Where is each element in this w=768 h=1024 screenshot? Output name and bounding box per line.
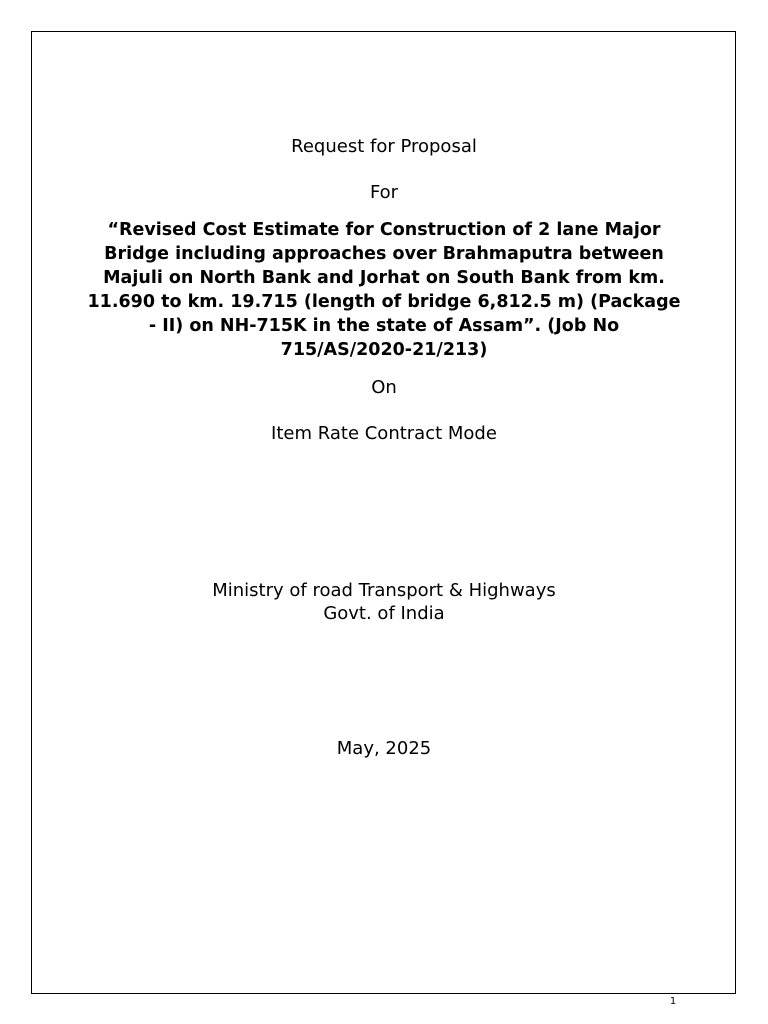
for-label: For xyxy=(369,182,399,203)
project-title xyxy=(84,218,684,362)
page-number: 1 xyxy=(669,996,677,1007)
project-title-line: Majuli on North Bank and Jorhat on South Bank from km. xyxy=(103,268,665,288)
rfp-heading: Request for Proposal xyxy=(291,136,477,157)
page-border xyxy=(31,31,736,994)
government-name: Govt. of India xyxy=(323,603,445,624)
document-date: May, 2025 xyxy=(336,738,432,759)
project-title-line: “Revised Cost Estimate for Construction of 2 lane Major xyxy=(107,220,661,240)
project-title-line: 11.690 to km. 19.715 (length of bridge 6,812.5 m) (Package xyxy=(87,292,681,312)
contract-mode: Item Rate Contract Mode xyxy=(271,423,497,444)
on-label: On xyxy=(371,377,397,398)
ministry-name: Ministry of road Transport & Highways xyxy=(212,580,556,601)
project-title-line: Bridge including approaches over Brahmaputra between xyxy=(104,244,664,264)
project-title-line: 715/AS/2020-21/213) xyxy=(280,340,488,360)
project-title-line: - II) on NH-715K in the state of Assam”. (Job No xyxy=(148,316,620,336)
